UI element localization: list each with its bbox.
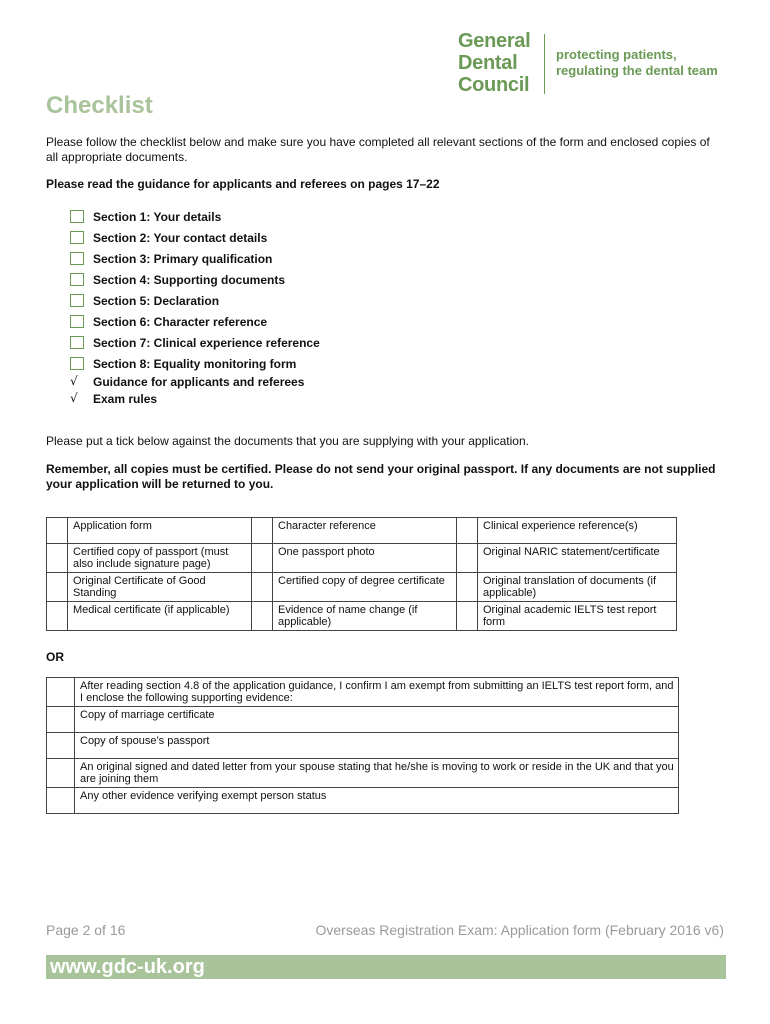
gdc-logo <box>458 30 530 96</box>
checkbox[interactable] <box>70 294 84 307</box>
document-cell: Clinical experience reference(s) <box>478 518 677 544</box>
document-cell: Certified copy of degree certificate <box>273 573 457 602</box>
tick-cell[interactable] <box>47 573 68 602</box>
or-label: OR <box>46 650 64 664</box>
document-cell: Evidence of name change (if applicable) <box>273 602 457 631</box>
document-title: Overseas Registration Exam: Application form (February 2016 v6) <box>315 922 724 938</box>
tick-cell[interactable] <box>457 518 478 544</box>
table-row <box>47 602 677 631</box>
website-bar <box>46 955 726 979</box>
document-cell: Certified copy of passport (must also include signature page) <box>68 544 252 573</box>
tick-cell[interactable] <box>47 733 75 759</box>
document-cell: Original translation of documents (if applicable) <box>478 573 677 602</box>
logo-line-council: Council <box>458 74 530 96</box>
tick-cell[interactable] <box>47 707 75 733</box>
logo-line-dental: Dental <box>458 52 518 74</box>
checkbox[interactable] <box>70 315 84 328</box>
logo-tagline <box>556 47 718 79</box>
tick-cell[interactable] <box>47 759 75 788</box>
exemption-cell: An original signed and dated letter from your spouse stating that he/she is moving to work or reside in the UK and that you are joining them <box>75 759 679 788</box>
checkbox[interactable] <box>70 252 84 265</box>
table-row <box>47 788 679 814</box>
tick-cell[interactable] <box>252 602 273 631</box>
warning-text: Remember, all copies must be certified. Please do not send your original passport. If any documents are not supplied your application will be returned to you. <box>46 462 716 491</box>
tick-cell[interactable] <box>457 544 478 573</box>
table-row <box>47 518 677 544</box>
table-row <box>47 573 677 602</box>
page-number: Page 2 of 16 <box>46 922 126 938</box>
intro-text: Please follow the checklist below and make sure you have completed all relevant sections of the form and enclosed copies of all appropriate documents. <box>46 135 710 164</box>
table-row <box>47 707 679 733</box>
tick-cell[interactable] <box>47 544 68 573</box>
checkbox[interactable] <box>70 336 84 349</box>
tick-cell[interactable] <box>457 602 478 631</box>
tick-cell[interactable] <box>47 678 75 707</box>
tick-cell[interactable] <box>47 602 68 631</box>
document-cell: Character reference <box>273 518 457 544</box>
tick-cell[interactable] <box>47 518 68 544</box>
tick-cell[interactable] <box>457 573 478 602</box>
document-cell: Medical certificate (if applicable) <box>68 602 252 631</box>
table-row <box>47 544 677 573</box>
logo-divider <box>544 34 545 94</box>
page-title: Checklist <box>46 92 153 119</box>
document-cell: One passport photo <box>273 544 457 573</box>
tick-cell[interactable] <box>252 544 273 573</box>
exemption-cell: Copy of spouse’s passport <box>75 733 679 759</box>
document-cell: Original Certificate of Good Standing <box>68 573 252 602</box>
guidance-note: Please read the guidance for applicants and referees on pages 17–22 <box>46 177 440 191</box>
tick-cell[interactable] <box>252 573 273 602</box>
document-cell: Original academic IELTS test report form <box>478 602 677 631</box>
checkbox[interactable] <box>70 210 84 223</box>
logo-line-general: General <box>458 30 531 52</box>
tagline-line-1: protecting patients, <box>556 47 677 62</box>
document-cell: Original NARIC statement/certificate <box>478 544 677 573</box>
tick-cell[interactable] <box>252 518 273 544</box>
checkbox[interactable] <box>70 357 84 370</box>
exemption-table <box>46 677 679 814</box>
documents-table <box>46 517 677 631</box>
exemption-cell: After reading section 4.8 of the application guidance, I confirm I am exempt from submitting an IELTS test report form, and I enclose the following supporting evidence: <box>75 678 679 707</box>
tick-cell[interactable] <box>47 788 75 814</box>
tick-instruction: Please put a tick below against the documents that you are supplying with your application. <box>46 434 529 448</box>
tick-icon: √ <box>70 374 78 388</box>
tagline-line-2: regulating the dental team <box>556 63 718 78</box>
checkbox[interactable] <box>70 231 84 244</box>
document-cell: Application form <box>68 518 252 544</box>
exemption-cell: Any other evidence verifying exempt person status <box>75 788 679 814</box>
checkbox[interactable] <box>70 273 84 286</box>
table-row <box>47 759 679 788</box>
website-link[interactable]: www.gdc-uk.org <box>50 956 205 978</box>
table-row <box>47 733 679 759</box>
table-row <box>47 678 679 707</box>
exemption-cell: Copy of marriage certificate <box>75 707 679 733</box>
tick-icon: √ <box>70 391 78 405</box>
